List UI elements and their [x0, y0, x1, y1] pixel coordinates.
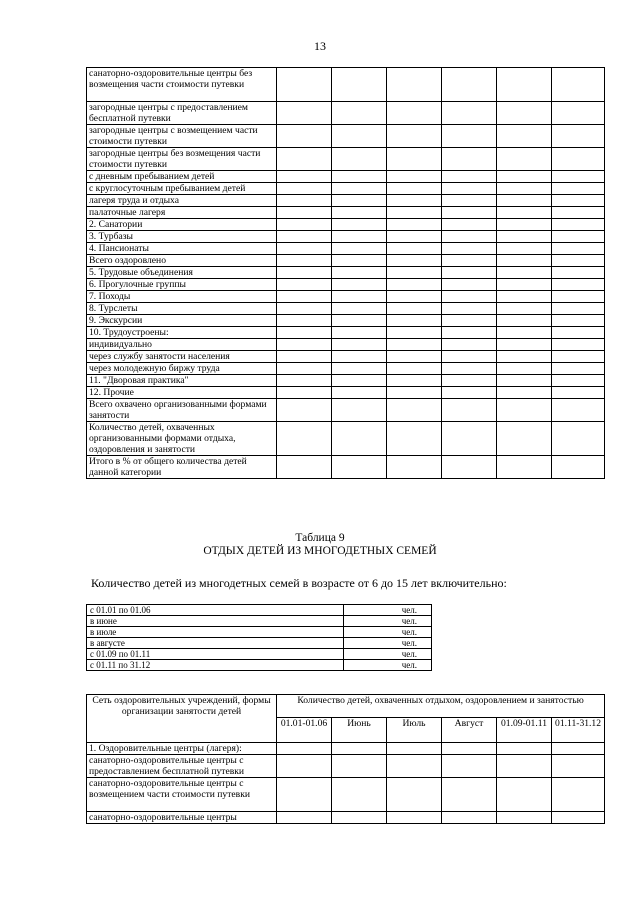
table-row [87, 375, 605, 387]
data-cell [387, 755, 442, 778]
data-cell [497, 351, 552, 363]
data-cell [552, 422, 605, 456]
data-cell [552, 327, 605, 339]
period-row [87, 605, 432, 616]
data-cell [332, 171, 387, 183]
data-cell [387, 456, 442, 479]
period-row [87, 638, 432, 649]
header-row [87, 695, 605, 718]
data-cell [552, 243, 605, 255]
data-cell [442, 219, 497, 231]
data-cell [442, 387, 497, 399]
row-label: загородные центры с предоставлением бесплатной путевки [87, 102, 277, 125]
period-unit: чел. [344, 627, 432, 638]
row-label: 9. Экскурсии [87, 315, 277, 327]
data-cell [277, 148, 332, 171]
column-header: 01.09-01.11 [497, 718, 552, 743]
data-cell [277, 387, 332, 399]
data-cell [442, 195, 497, 207]
period-label: с 01.09 по 01.11 [87, 649, 344, 660]
data-cell [277, 363, 332, 375]
data-cell [387, 279, 442, 291]
data-cell [332, 183, 387, 195]
data-cell [497, 207, 552, 219]
data-cell [277, 279, 332, 291]
column-header: 01.01-01.06 [277, 718, 332, 743]
data-cell [332, 68, 387, 102]
table-row [87, 456, 605, 479]
data-cell [332, 387, 387, 399]
data-cell [387, 255, 442, 267]
data-cell [387, 778, 442, 812]
table-row [87, 778, 605, 812]
data-cell [497, 148, 552, 171]
row-label: 10. Трудоустроены: [87, 327, 277, 339]
data-cell [332, 125, 387, 148]
data-cell [387, 231, 442, 243]
row-label: палаточные лагеря [87, 207, 277, 219]
table-row [87, 422, 605, 456]
data-cell [552, 267, 605, 279]
data-cell [277, 171, 332, 183]
data-cell [442, 456, 497, 479]
table-row [87, 303, 605, 315]
period-label: с 01.11 по 31.12 [87, 660, 344, 671]
row-label: 7. Походы [87, 291, 277, 303]
data-cell [387, 363, 442, 375]
data-cell [442, 279, 497, 291]
row-label: Всего охвачено организованными формами занятости [87, 399, 277, 422]
table-row [87, 812, 605, 824]
table-row [87, 743, 605, 755]
data-cell [497, 231, 552, 243]
table-row [87, 351, 605, 363]
data-cell [552, 231, 605, 243]
data-cell [332, 279, 387, 291]
data-cell [387, 339, 442, 351]
data-cell [442, 102, 497, 125]
data-cell [552, 456, 605, 479]
row-label: Всего оздоровлено [87, 255, 277, 267]
period-row [87, 660, 432, 671]
data-cell [277, 327, 332, 339]
data-cell [497, 195, 552, 207]
data-cell [332, 339, 387, 351]
data-cell [387, 303, 442, 315]
data-cell [552, 351, 605, 363]
row-label: загородные центры с возмещением части стоимости путевки [87, 125, 277, 148]
data-cell [552, 291, 605, 303]
period-label: с 01.01 по 01.06 [87, 605, 344, 616]
data-cell [552, 183, 605, 195]
data-cell [277, 291, 332, 303]
table-row [87, 755, 605, 778]
period-row [87, 616, 432, 627]
data-cell [497, 743, 552, 755]
data-cell [332, 456, 387, 479]
data-cell [387, 125, 442, 148]
data-cell [442, 375, 497, 387]
data-cell [387, 148, 442, 171]
period-unit: чел. [344, 649, 432, 660]
data-cell [552, 255, 605, 267]
data-cell [387, 195, 442, 207]
data-cell [552, 363, 605, 375]
data-cell [497, 375, 552, 387]
data-cell [552, 755, 605, 778]
data-cell [552, 148, 605, 171]
data-cell [277, 778, 332, 812]
data-cell [387, 327, 442, 339]
data-cell [387, 267, 442, 279]
data-cell [442, 255, 497, 267]
data-cell [332, 399, 387, 422]
data-cell [332, 291, 387, 303]
data-cell [332, 422, 387, 456]
row-label: Количество детей, охваченных организованными формами отдыха, оздоровления и занятости [87, 422, 277, 456]
period-row [87, 649, 432, 660]
data-cell [497, 279, 552, 291]
data-cell [442, 68, 497, 102]
data-cell [332, 102, 387, 125]
data-cell [442, 327, 497, 339]
data-cell [277, 255, 332, 267]
data-cell [442, 148, 497, 171]
table-row [87, 255, 605, 267]
column-header: 01.11-31.12 [552, 718, 605, 743]
table-row [87, 243, 605, 255]
data-cell [387, 171, 442, 183]
table-row [87, 339, 605, 351]
data-cell [497, 812, 552, 824]
row-label: 4. Пансионаты [87, 243, 277, 255]
table-top [86, 67, 605, 479]
data-cell [277, 68, 332, 102]
data-cell [387, 68, 442, 102]
data-cell [442, 339, 497, 351]
data-cell [497, 778, 552, 812]
table-row [87, 102, 605, 125]
period-unit: чел. [344, 638, 432, 649]
data-cell [277, 303, 332, 315]
data-cell [387, 207, 442, 219]
data-cell [387, 399, 442, 422]
period-label: в июне [87, 616, 344, 627]
data-cell [497, 422, 552, 456]
period-row [87, 627, 432, 638]
data-cell [552, 743, 605, 755]
data-cell [497, 399, 552, 422]
table-row [87, 207, 605, 219]
data-cell [497, 327, 552, 339]
data-cell [277, 207, 332, 219]
header-cell-network: Сеть оздоровительных учреждений, формы организации занятости детей [87, 695, 277, 743]
table-row [87, 363, 605, 375]
data-cell [277, 315, 332, 327]
data-cell [552, 102, 605, 125]
data-cell [442, 303, 497, 315]
data-cell [497, 363, 552, 375]
data-cell [497, 219, 552, 231]
data-cell [442, 351, 497, 363]
data-cell [332, 267, 387, 279]
data-cell [277, 812, 332, 824]
data-cell [442, 267, 497, 279]
data-cell [277, 743, 332, 755]
data-cell [387, 387, 442, 399]
data-cell [552, 68, 605, 102]
table-row [87, 148, 605, 171]
table-row [87, 125, 605, 148]
data-cell [497, 387, 552, 399]
data-cell [497, 755, 552, 778]
data-cell [332, 327, 387, 339]
row-label: через молодежную биржу труда [87, 363, 277, 375]
period-label: в июле [87, 627, 344, 638]
table-row [87, 267, 605, 279]
table-row [87, 231, 605, 243]
table-row [87, 68, 605, 102]
table-row [87, 315, 605, 327]
data-cell [552, 171, 605, 183]
row-label: Итого в % от общего количества детей данной категории [87, 456, 277, 479]
table-row [87, 219, 605, 231]
data-cell [442, 207, 497, 219]
data-cell [552, 375, 605, 387]
data-cell [497, 339, 552, 351]
data-cell [552, 303, 605, 315]
table-periods [86, 604, 432, 671]
data-cell [497, 291, 552, 303]
data-cell [497, 267, 552, 279]
data-cell [332, 207, 387, 219]
data-cell [387, 812, 442, 824]
table-row [87, 387, 605, 399]
data-cell [442, 125, 497, 148]
data-cell [277, 755, 332, 778]
data-cell [387, 291, 442, 303]
data-cell [442, 291, 497, 303]
data-cell [552, 387, 605, 399]
data-cell [332, 363, 387, 375]
data-cell [552, 339, 605, 351]
table-row [87, 279, 605, 291]
data-cell [332, 148, 387, 171]
data-cell [387, 219, 442, 231]
period-unit: чел. [344, 660, 432, 671]
data-cell [552, 315, 605, 327]
row-label: с круглосуточным пребыванием детей [87, 183, 277, 195]
data-cell [387, 243, 442, 255]
data-cell [442, 363, 497, 375]
data-cell [387, 422, 442, 456]
data-cell [552, 279, 605, 291]
data-cell [277, 231, 332, 243]
row-label: 1. Оздоровительные центры (лагеря): [87, 743, 277, 755]
data-cell [442, 755, 497, 778]
column-header: Август [442, 718, 497, 743]
row-label: 6. Прогулочные группы [87, 279, 277, 291]
data-cell [332, 195, 387, 207]
row-label: санаторно-оздоровительные центры без возмещения части стоимости путевки [87, 68, 277, 102]
data-cell [552, 812, 605, 824]
row-label: 8. Турслеты [87, 303, 277, 315]
header-cell-group: Количество детей, охваченных отдыхом, оздоровлением и занятостью [277, 695, 605, 718]
data-cell [552, 399, 605, 422]
data-cell [332, 255, 387, 267]
row-label: 3. Турбазы [87, 231, 277, 243]
data-cell [497, 243, 552, 255]
data-cell [552, 778, 605, 812]
data-cell [387, 102, 442, 125]
row-label: санаторно-оздоровительные центры с предоставлением бесплатной путевки [87, 755, 277, 778]
data-cell [442, 743, 497, 755]
data-cell [277, 267, 332, 279]
data-cell [497, 183, 552, 195]
data-cell [277, 219, 332, 231]
row-label: санаторно-оздоровительные центры с возмещением части стоимости путевки [87, 778, 277, 812]
period-label: в августе [87, 638, 344, 649]
row-label: с дневным пребыванием детей [87, 171, 277, 183]
row-label: загородные центры без возмещения части стоимости путевки [87, 148, 277, 171]
data-cell [277, 183, 332, 195]
table-periods-body [87, 605, 432, 671]
data-cell [332, 315, 387, 327]
row-label: через службу занятости населения [87, 351, 277, 363]
table-row [87, 327, 605, 339]
period-unit: чел. [344, 605, 432, 616]
table-title: ОТДЫХ ДЕТЕЙ ИЗ МНОГОДЕТНЫХ СЕМЕЙ [203, 545, 437, 557]
row-label: 11. "Дворовая практика" [87, 375, 277, 387]
data-cell [442, 399, 497, 422]
data-cell [552, 125, 605, 148]
data-cell [497, 171, 552, 183]
data-cell [277, 339, 332, 351]
data-cell [277, 375, 332, 387]
data-cell [497, 255, 552, 267]
table-row [87, 183, 605, 195]
data-cell [332, 743, 387, 755]
table-number: Таблица 9 [295, 532, 345, 544]
data-cell [497, 125, 552, 148]
table-bottom [86, 694, 605, 824]
data-cell [497, 68, 552, 102]
data-cell [442, 812, 497, 824]
data-cell [497, 303, 552, 315]
data-cell [277, 399, 332, 422]
row-label: лагеря труда и отдыха [87, 195, 277, 207]
data-cell [552, 195, 605, 207]
data-cell [332, 303, 387, 315]
data-cell [332, 375, 387, 387]
data-cell [387, 375, 442, 387]
data-cell [277, 195, 332, 207]
data-cell [332, 351, 387, 363]
data-cell [332, 778, 387, 812]
data-cell [442, 231, 497, 243]
data-cell [442, 171, 497, 183]
column-header: Июнь [332, 718, 387, 743]
data-cell [332, 812, 387, 824]
table-top-body [87, 68, 605, 479]
data-cell [387, 183, 442, 195]
data-cell [277, 102, 332, 125]
data-cell [552, 219, 605, 231]
data-cell [332, 219, 387, 231]
table-caption [0, 532, 640, 558]
data-cell [497, 315, 552, 327]
data-cell [497, 102, 552, 125]
period-unit: чел. [344, 616, 432, 627]
table-intro: Количество детей из многодетных семей в возрасте от 6 до 15 лет включительно: [91, 576, 507, 590]
page-number: 13 [314, 39, 326, 53]
row-label: индивидуально [87, 339, 277, 351]
data-cell [277, 351, 332, 363]
data-cell [332, 243, 387, 255]
column-header: Июль [387, 718, 442, 743]
data-cell [277, 422, 332, 456]
table-row [87, 171, 605, 183]
data-cell [332, 755, 387, 778]
row-label: 2. Санатории [87, 219, 277, 231]
data-cell [552, 207, 605, 219]
table-row [87, 291, 605, 303]
data-cell [442, 315, 497, 327]
data-cell [442, 778, 497, 812]
row-label: 5. Трудовые объединения [87, 267, 277, 279]
data-cell [442, 422, 497, 456]
data-cell [332, 231, 387, 243]
table-bottom-body [87, 695, 605, 824]
table-row [87, 399, 605, 422]
data-cell [442, 183, 497, 195]
row-label: 12. Прочие [87, 387, 277, 399]
data-cell [387, 351, 442, 363]
data-cell [277, 243, 332, 255]
data-cell [497, 456, 552, 479]
data-cell [277, 456, 332, 479]
data-cell [277, 125, 332, 148]
table-row [87, 195, 605, 207]
data-cell [387, 743, 442, 755]
data-cell [442, 243, 497, 255]
row-label: санаторно-оздоровительные центры [87, 812, 277, 824]
data-cell [387, 315, 442, 327]
